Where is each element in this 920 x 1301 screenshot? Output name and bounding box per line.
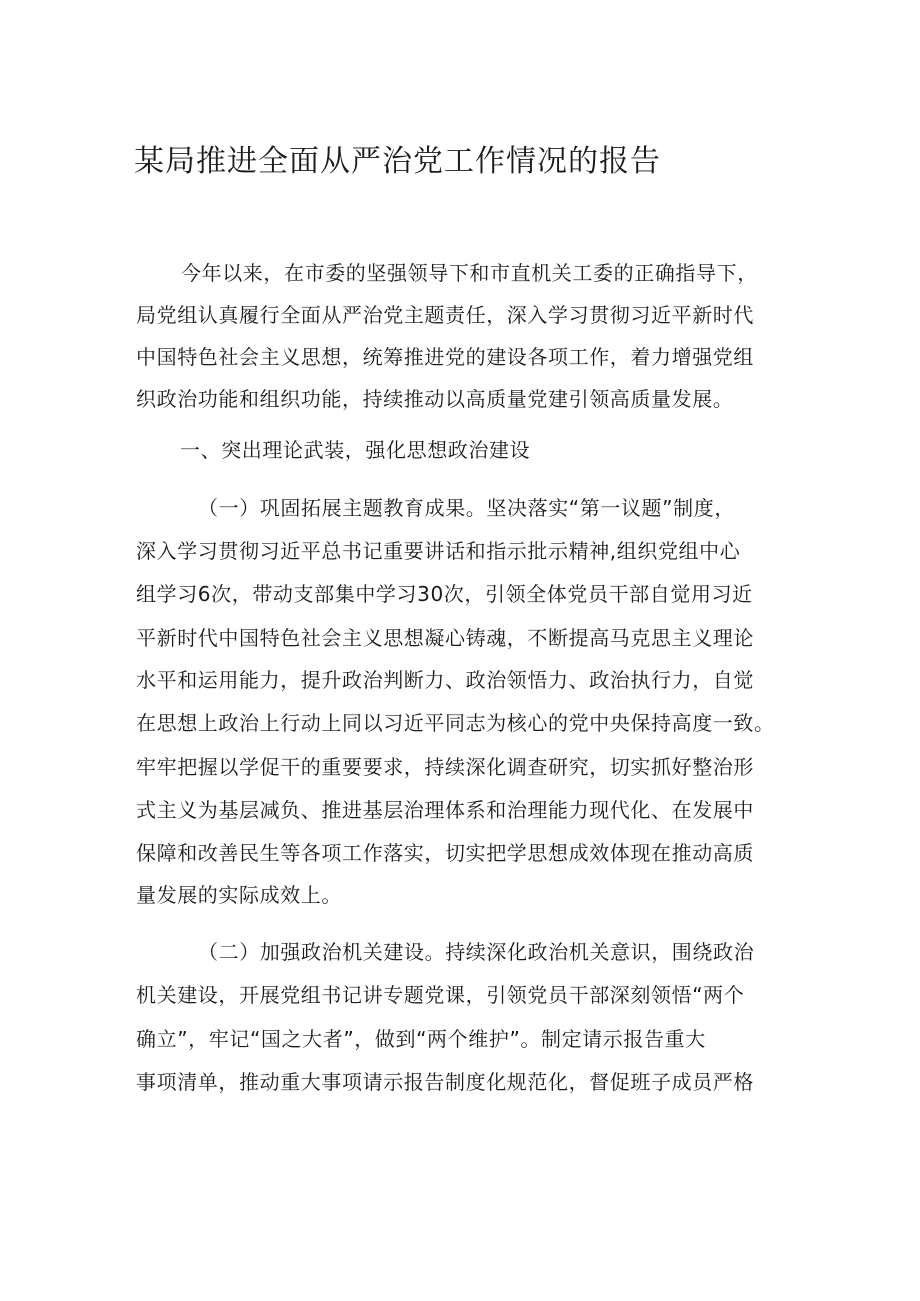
paragraph-line: 保障和改善民生等各项工作落实，切实把学思想成效体现在推动高质 bbox=[136, 841, 754, 865]
paragraph-line: 机关建设，开展党组书记讲专题党课，引领党员干部深刻领悟“两个 bbox=[136, 983, 745, 1007]
paragraph-line: 式主义为基层减负、推进基层治理体系和治理能力现代化、在发展中 bbox=[136, 798, 754, 822]
paragraph-line: 组学习6次，带动支部集中学习30次，引领全体党员干部自觉用习近 bbox=[136, 582, 753, 606]
section-heading: 一、突出理论武装，强化思想政治建设 bbox=[180, 438, 531, 462]
paragraph-line: 确立”，牢记“国之大者”，做到“两个维护”。制定请示报告重大 bbox=[136, 1027, 706, 1051]
paragraph-line: 今年以来，在市委的坚强领导下和市直机关工委的正确指导下， bbox=[181, 261, 758, 285]
paragraph-line: 水平和运用能力，提升政治判断力、政治领悟力、政治执行力，自觉 bbox=[136, 668, 754, 692]
paragraph-line: 中国特色社会主义思想，统筹推进党的建设各项工作，着力增强党组 bbox=[136, 345, 754, 369]
subsection-heading-line: （一）巩固拓展主题教育成果。坚决落实“第一议题”制度， bbox=[198, 496, 735, 520]
paragraph-line: 深入学习贯彻习近平总书记重要讲话和指示批示精神,组织党组中心 bbox=[136, 539, 741, 563]
paragraph-line: 量发展的实际成效上。 bbox=[136, 883, 342, 907]
subsection-heading-line: （二）加强政治机关建设。持续深化政治机关意识，围绕政治 bbox=[198, 940, 755, 964]
paragraph-line: 平新时代中国特色社会主义思想凝心铸魂，不断提高马克思主义理论 bbox=[136, 626, 754, 650]
paragraph-line: 局党组认真履行全面从严治党主题责任，深入学习贯彻习近平新时代 bbox=[136, 303, 754, 327]
document-title: 某局推进全面从严治党工作情况的报告 bbox=[134, 144, 661, 179]
paragraph-line: 牢牢把握以学促干的重要要求，持续深化调查研究，切实抓好整治形 bbox=[136, 755, 754, 779]
paragraph-line: 在思想上政治上行动上同以习近平同志为核心的党中央保持高度一致。 bbox=[136, 711, 775, 735]
paragraph-line: 织政治功能和组织功能，持续推动以高质量党建引领高质量发展。 bbox=[136, 387, 734, 411]
paragraph-line: 事项清单，推动重大事项请示报告制度化规范化，督促班子成员严格 bbox=[136, 1070, 754, 1094]
